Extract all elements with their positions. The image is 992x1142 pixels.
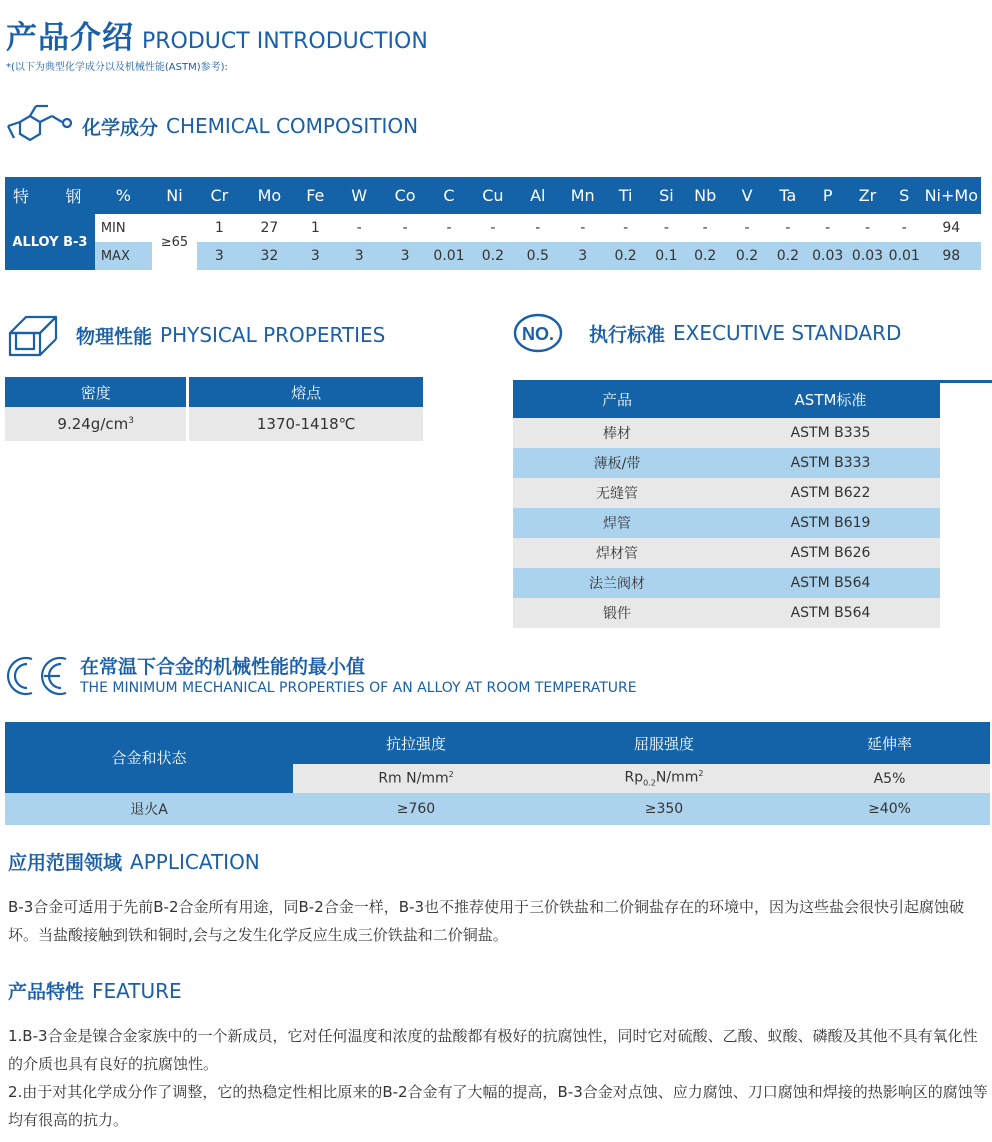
std-astm-cell: ASTM B622: [721, 478, 940, 508]
chem-min-cell: -: [562, 214, 603, 242]
page-title-en: PRODUCT INTRODUCTION: [142, 29, 428, 54]
chem-min-cell: -: [385, 214, 426, 242]
std-astm-cell: ASTM B335: [721, 418, 940, 448]
chem-max-cell: 3: [297, 242, 334, 270]
chem-max-cell: 0.2: [603, 242, 648, 270]
std-product-cell: 无缝管: [513, 478, 721, 508]
feature-list: [8, 1022, 988, 1134]
chem-header-cell: Ta: [769, 177, 808, 214]
mech-yield-unit: $Rp_{0.2}N/mm^2$: [539, 764, 789, 793]
std-product-header: 产品: [513, 380, 721, 418]
svg-text:NO.: NO.: [521, 324, 555, 344]
chem-header-cell: Zr: [848, 177, 887, 214]
chem-min-cell: 1: [297, 214, 334, 242]
chem-header-cell: V: [726, 177, 769, 214]
chem-header-cell: Si: [648, 177, 685, 214]
feature-item: 2.由于对其化学成分作了调整，它的热稳定性相比原来的B-2合金有了大幅的提高，B-3合金对点蚀、应力腐蚀、刀口腐蚀和焊接的热影响区的腐蚀等均有很高的抗力。: [8, 1083, 988, 1129]
chem-min-cell: 27: [242, 214, 297, 242]
chem-header-cell: P: [807, 177, 848, 214]
melting-header: 熔点: [189, 377, 423, 407]
mech-tensile-header: 抗拉强度: [293, 722, 539, 764]
chem-min-cell: 1: [197, 214, 242, 242]
physical-properties-table: [2, 377, 426, 441]
application-title-en: APPLICATION: [130, 849, 260, 874]
chem-min-cell: -: [603, 214, 648, 242]
chemical-composition-table: [5, 177, 981, 270]
std-product-cell: 薄板/带: [513, 448, 721, 478]
density-value: $9.24g/cm^3$: [5, 407, 186, 441]
chem-min-cell: -: [769, 214, 808, 242]
ni-value: ≥65: [152, 214, 197, 270]
physical-section-title: [6, 311, 385, 359]
mech-state-value: 退火A: [5, 793, 293, 825]
chem-max-cell: 98: [922, 242, 981, 270]
chem-max-cell: 0.01: [887, 242, 922, 270]
std-row: [513, 418, 940, 448]
std-astm-header: ASTM标准: [721, 380, 940, 418]
ce-mark-icon: [6, 654, 72, 698]
chem-header-cell: W: [334, 177, 385, 214]
application-title-cn: 应用范围领域: [8, 852, 123, 874]
std-astm-cell: ASTM B333: [721, 448, 940, 478]
mechanical-section-title: [6, 654, 637, 698]
std-row: [513, 508, 940, 538]
chem-header-cell: Fe: [297, 177, 334, 214]
mechanical-title-cn: 在常温下合金的机械性能的最小值: [80, 656, 366, 678]
chem-max-cell: 3: [197, 242, 242, 270]
mechanical-title-en: THE MINIMUM MECHANICAL PROPERTIES OF AN ALLOY AT ROOM TEMPERATURE: [80, 680, 637, 696]
std-row: [513, 478, 940, 508]
std-row: [513, 538, 940, 568]
std-row: [513, 598, 940, 628]
mech-yield-header: 屈服强度: [539, 722, 789, 764]
chem-max-cell: 0.5: [513, 242, 562, 270]
chem-min-cell: 94: [922, 214, 981, 242]
chemical-header-row: [5, 177, 981, 214]
chem-header-cell: C: [426, 177, 473, 214]
physical-title-en: PHYSICAL PROPERTIES: [160, 323, 386, 347]
std-product-cell: 焊管: [513, 508, 721, 538]
application-text: B-3合金可适用于先前B-2合金所有用途，同B-2合金一样，B-3也不推荐使用于三价铁盐和二价铜盐存在的环境中，因为这些盐会很快引起腐蚀破坏。当盐酸接触到铁和铜时,会与之发生化学反应生成三价铁盐和二价铜盐。: [8, 898, 964, 944]
chem-max-cell: 0.03: [848, 242, 887, 270]
std-product-cell: 棒材: [513, 418, 721, 448]
std-astm-cell: ASTM B564: [721, 598, 940, 628]
chem-max-cell: 0.2: [769, 242, 808, 270]
std-product-cell: 锻件: [513, 598, 721, 628]
chem-min-cell: -: [685, 214, 726, 242]
density-header: 密度: [5, 377, 186, 407]
standard-accent-line: [940, 380, 992, 383]
chem-header-cell: 特: [5, 177, 52, 214]
standard-section-title: [513, 313, 901, 353]
chem-header-cell: Mo: [242, 177, 297, 214]
chem-header-cell: Nb: [685, 177, 726, 214]
mech-alloy-header: 合金和状态: [5, 722, 293, 793]
max-label: MAX: [95, 242, 152, 270]
std-product-cell: 焊材管: [513, 538, 721, 568]
chemical-title-en: CHEMICAL COMPOSITION: [166, 114, 419, 138]
profile-bar-icon: [6, 311, 60, 359]
chem-min-cell: -: [472, 214, 513, 242]
chem-header-cell: Cr: [197, 177, 242, 214]
chem-max-cell: 0.03: [807, 242, 848, 270]
chem-header-cell: 钢: [52, 177, 95, 214]
chem-min-cell: -: [807, 214, 848, 242]
chemical-min-row: [5, 214, 981, 242]
mech-tensile-unit: Rm $N/mm^2$: [293, 764, 539, 793]
feature-section-title: [8, 977, 182, 1004]
alloy-grade: ALLOY B-3: [5, 214, 95, 270]
chem-header-cell: %: [95, 177, 152, 214]
chemical-title-cn: 化学成分: [82, 116, 159, 139]
chem-min-cell: -: [887, 214, 922, 242]
std-product-cell: 法兰阀材: [513, 568, 721, 598]
chem-max-cell: 3: [385, 242, 426, 270]
feature-item: 1.B-3合金是镍合金家族中的一个新成员，它对任何温度和浓度的盐酸都有极好的抗腐蚀性，同时它对硫酸、乙酸、蚁酸、磷酸及其他不具有氧化性的介质也具有良好的抗腐蚀性。: [8, 1027, 978, 1073]
chem-min-cell: -: [513, 214, 562, 242]
number-icon: [513, 313, 563, 353]
mech-tensile-value: ≥760: [293, 793, 539, 825]
chem-max-cell: 0.2: [685, 242, 726, 270]
chem-min-cell: -: [426, 214, 473, 242]
standard-title-en: EXECUTIVE STANDARD: [673, 321, 902, 345]
std-row: [513, 448, 940, 478]
feature-title-en: FEATURE: [92, 978, 182, 1003]
chem-header-cell: Mn: [562, 177, 603, 214]
feature-title-cn: 产品特性: [8, 981, 85, 1003]
mech-elongation-value: ≥40%: [789, 793, 990, 825]
std-astm-cell: ASTM B564: [721, 568, 940, 598]
mechanical-properties-table: [5, 722, 990, 825]
physical-title-cn: 物理性能: [76, 325, 153, 348]
std-astm-cell: ASTM B626: [721, 538, 940, 568]
chem-max-cell: 0.01: [426, 242, 473, 270]
header-note: *(以下为典型化学成分以及机械性能(ASTM)参考):: [6, 62, 228, 73]
mech-elongation-unit: A5%: [789, 764, 990, 793]
chem-min-cell: -: [648, 214, 685, 242]
chem-max-cell: 3: [334, 242, 385, 270]
chem-max-cell: 0.1: [648, 242, 685, 270]
chem-header-cell: Ti: [603, 177, 648, 214]
mech-elongation-header: 延伸率: [789, 722, 990, 764]
application-section-title: [8, 848, 260, 875]
chem-header-cell: Al: [513, 177, 562, 214]
std-astm-cell: ASTM B619: [721, 508, 940, 538]
chem-header-cell: Ni+Mo: [922, 177, 981, 214]
chem-max-cell: 32: [242, 242, 297, 270]
chemical-section-title: [6, 104, 418, 148]
chem-min-cell: -: [334, 214, 385, 242]
chem-max-cell: 0.2: [726, 242, 769, 270]
molecule-icon: [6, 104, 74, 148]
page-header: [6, 12, 428, 57]
chem-header-cell: Co: [385, 177, 426, 214]
chem-max-cell: 0.2: [472, 242, 513, 270]
mech-yield-value: ≥350: [539, 793, 789, 825]
melting-value: 1370-1418℃: [189, 407, 423, 441]
chem-header-cell: S: [887, 177, 922, 214]
chemical-max-row: [5, 242, 981, 270]
std-row: [513, 568, 940, 598]
chem-header-cell: Cu: [472, 177, 513, 214]
standard-title-cn: 执行标准: [589, 323, 666, 346]
min-label: MIN: [100, 220, 126, 236]
executive-standard-table: [513, 380, 940, 628]
chem-max-cell: 3: [562, 242, 603, 270]
chem-min-cell: -: [726, 214, 769, 242]
page-title: 产品介绍: [6, 20, 134, 56]
chem-min-cell: -: [848, 214, 887, 242]
chem-header-cell: Ni: [152, 177, 197, 214]
